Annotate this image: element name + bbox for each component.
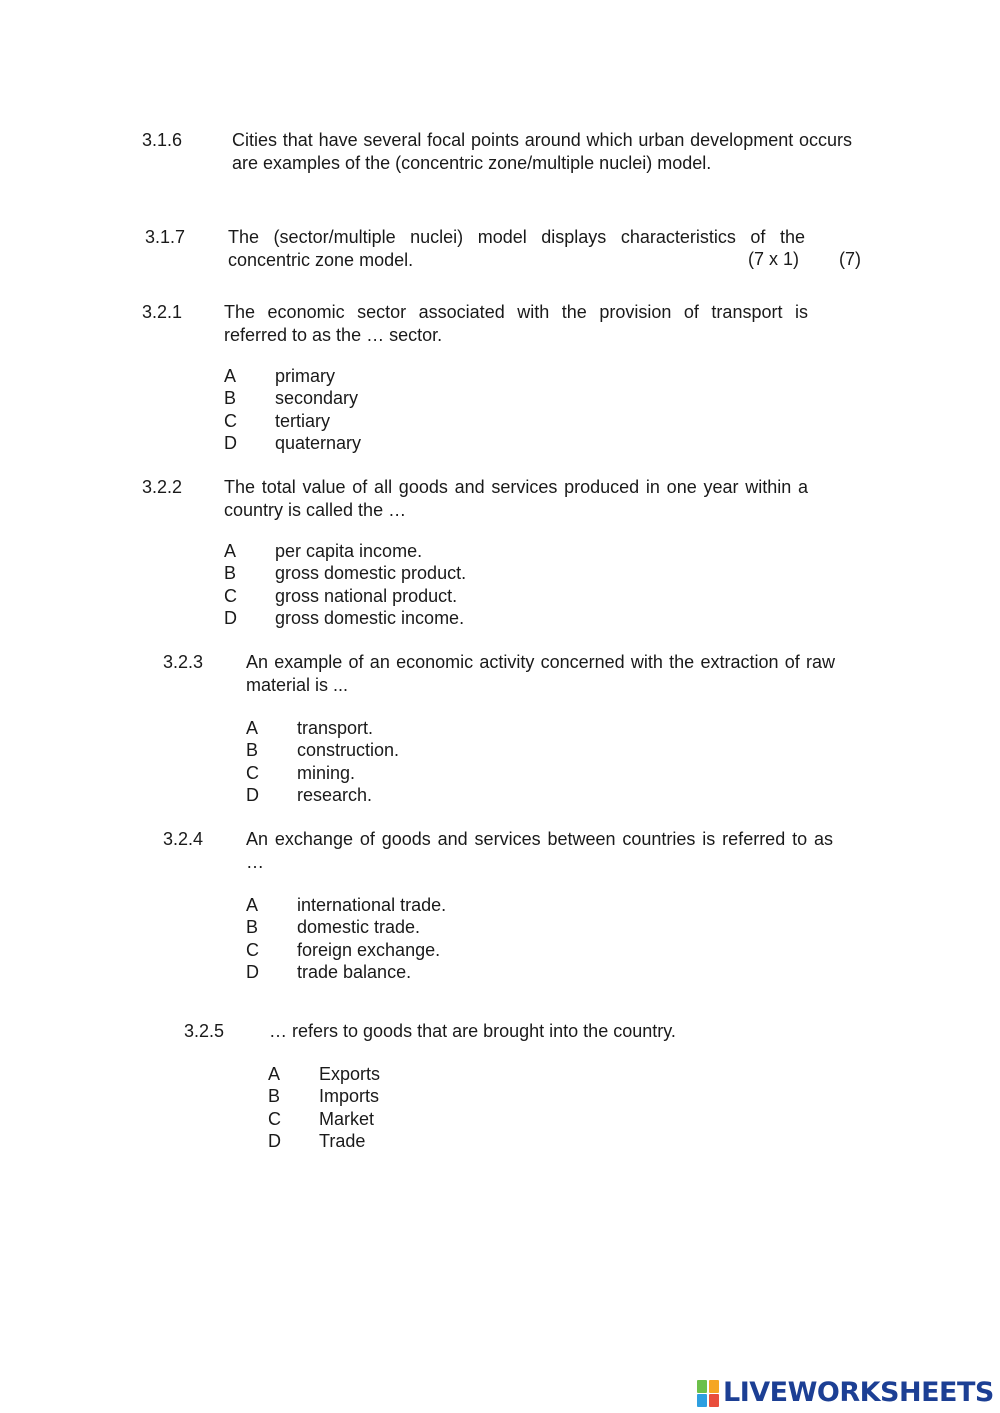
option-b[interactable] [268, 1085, 518, 1107]
options-3-2-1 [224, 365, 524, 454]
option-text: Trade [319, 1130, 366, 1151]
option-text: gross domestic income. [275, 607, 465, 628]
question-3-2-5 [184, 1020, 784, 1046]
options-3-2-4 [246, 894, 566, 983]
liveworksheets-logo[interactable] [697, 1377, 994, 1409]
marks-total: (7) [839, 249, 861, 269]
option-b[interactable] [224, 562, 544, 584]
logo-mark-icon [697, 1378, 721, 1408]
option-text: secondary [275, 388, 359, 409]
option-letter: A [246, 895, 259, 915]
option-letter: A [246, 718, 259, 738]
option-a[interactable] [224, 540, 544, 562]
option-d[interactable] [246, 784, 546, 806]
question-3-2-2 [142, 476, 808, 524]
option-letter: D [246, 784, 259, 805]
question-number: 3.1.7 [145, 227, 186, 247]
option-a[interactable] [246, 717, 546, 739]
option-text: mining. [297, 762, 356, 783]
option-b[interactable] [224, 387, 524, 409]
question-text: The total value of all goods and services produced in one year within a country is called the … [224, 477, 808, 520]
option-c[interactable] [246, 939, 566, 961]
marks-calculation: (7 x 1) [748, 249, 800, 269]
option-c[interactable] [246, 762, 546, 784]
option-d[interactable] [268, 1130, 518, 1152]
option-d[interactable] [224, 432, 524, 454]
option-letter: C [224, 410, 237, 431]
option-text: tertiary [275, 410, 331, 431]
option-letter: D [224, 607, 237, 628]
question-text: Cities that have several focal points around which urban development occurs are examples of the (concentric zone/multiple nuclei) model. [232, 130, 852, 173]
question-3-2-4 [163, 828, 833, 876]
option-d[interactable] [224, 607, 544, 629]
option-text: quaternary [275, 432, 362, 453]
option-letter: B [268, 1086, 281, 1107]
option-letter: D [268, 1130, 281, 1151]
option-text: domestic trade. [297, 917, 421, 938]
option-letter: B [246, 917, 259, 938]
option-text: primary [275, 366, 336, 386]
option-text: international trade. [297, 895, 447, 915]
option-letter: C [246, 762, 259, 783]
option-letter: D [224, 432, 237, 453]
option-b[interactable] [246, 916, 566, 938]
option-letter: C [268, 1108, 281, 1129]
question-3-1-7 [145, 226, 805, 274]
option-letter: A [224, 541, 237, 561]
option-text: foreign exchange. [297, 939, 441, 960]
question-text: An example of an economic activity concerned with the extraction of raw material is ... [246, 652, 835, 695]
option-text: Market [319, 1108, 375, 1129]
option-text: construction. [297, 740, 400, 761]
option-letter: A [224, 366, 237, 386]
option-letter: A [268, 1064, 281, 1084]
question-text: The (sector/multiple nuclei) model displays characteristics of the concentric zone model. [228, 227, 805, 270]
option-a[interactable] [246, 894, 566, 916]
option-letter: B [224, 388, 237, 409]
option-c[interactable] [224, 585, 544, 607]
option-text: research. [297, 784, 373, 805]
question-text: The economic sector associated with the provision of transport is referred to as the … sector. [224, 302, 808, 345]
option-letter: B [224, 563, 237, 584]
question-3-2-1 [142, 301, 808, 349]
option-text: gross domestic product. [275, 563, 467, 584]
question-number: 3.2.1 [142, 302, 183, 322]
question-3-1-6 [142, 129, 852, 199]
question-number: 3.2.2 [142, 477, 183, 497]
question-text: An exchange of goods and services between countries is referred to as … [246, 829, 833, 872]
question-number: 3.2.4 [163, 829, 204, 849]
option-d[interactable] [246, 961, 566, 983]
question-number: 3.2.5 [184, 1021, 225, 1041]
question-number: 3.2.3 [163, 652, 204, 672]
question-text: … refers to goods that are brought into the country. [269, 1021, 676, 1041]
option-letter: B [246, 740, 259, 761]
option-letter: D [246, 961, 259, 982]
question-3-2-3 [163, 651, 835, 699]
options-3-2-5 [268, 1063, 518, 1152]
option-text: Imports [319, 1086, 380, 1107]
option-text: trade balance. [297, 961, 412, 982]
option-text: gross national product. [275, 585, 458, 606]
option-b[interactable] [246, 739, 546, 761]
option-c[interactable] [224, 410, 524, 432]
option-text: per capita income. [275, 541, 423, 561]
options-3-2-2 [224, 540, 544, 629]
option-a[interactable] [268, 1063, 518, 1085]
option-text: transport. [297, 718, 374, 738]
option-letter: C [246, 939, 259, 960]
options-3-2-3 [246, 717, 546, 806]
logo-text: LIVEWORKSHEETS [723, 1377, 994, 1408]
question-number: 3.1.6 [142, 130, 183, 150]
option-c[interactable] [268, 1108, 518, 1130]
option-text: Exports [319, 1064, 381, 1084]
option-a[interactable] [224, 365, 524, 387]
option-letter: C [224, 585, 237, 606]
